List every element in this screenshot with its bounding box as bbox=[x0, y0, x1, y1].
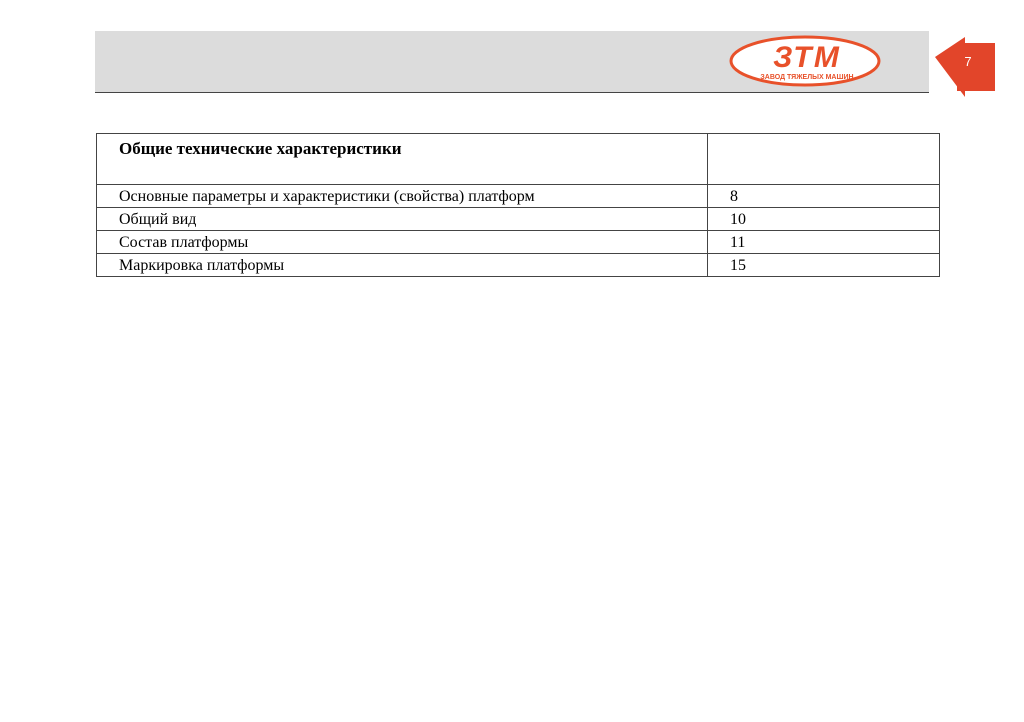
row-page: 11 bbox=[708, 231, 940, 254]
row-page: 15 bbox=[708, 254, 940, 277]
row-page: 8 bbox=[708, 185, 940, 208]
table-row bbox=[97, 231, 940, 254]
table-row bbox=[97, 254, 940, 277]
row-title: Маркировка платформы bbox=[97, 254, 708, 277]
contents-table bbox=[96, 133, 940, 277]
company-logo bbox=[729, 35, 881, 87]
row-title: Основные параметры и характеристики (свойства) платформ bbox=[97, 185, 708, 208]
logo-subtitle: ЗАВОД ТЯЖЕЛЫХ МАШИН bbox=[760, 74, 854, 81]
table-heading: Общие технические характеристики bbox=[97, 134, 708, 185]
row-page: 10 bbox=[708, 208, 940, 231]
table-row bbox=[97, 208, 940, 231]
table-heading-row bbox=[97, 134, 940, 185]
table-heading-page bbox=[708, 134, 940, 185]
row-title: Общий вид bbox=[97, 208, 708, 231]
row-title: Состав платформы bbox=[97, 231, 708, 254]
logo-text: ЗТМ bbox=[773, 41, 841, 74]
table-row bbox=[97, 185, 940, 208]
page-number: 7 bbox=[964, 54, 972, 69]
